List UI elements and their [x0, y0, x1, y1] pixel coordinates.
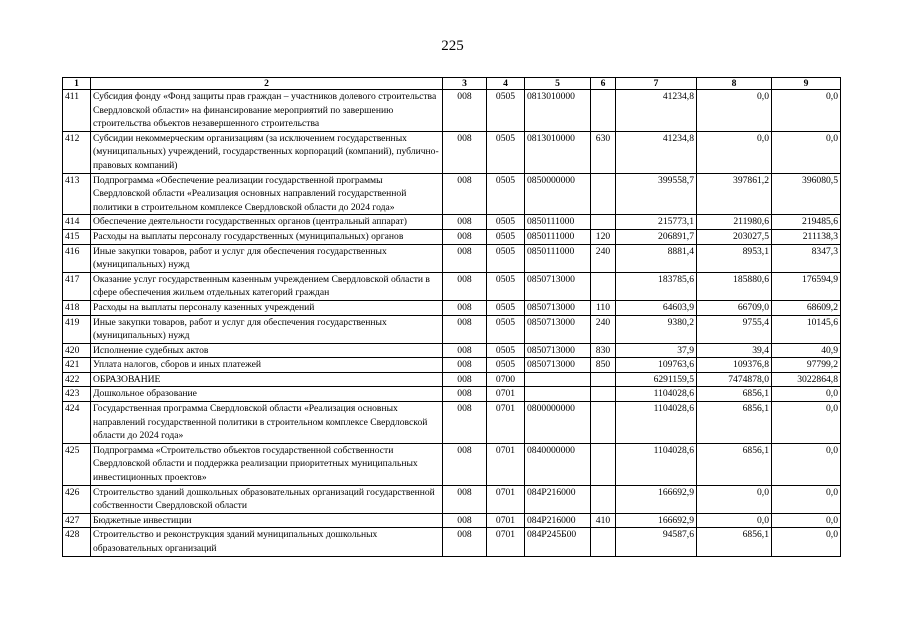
amount-col8: 6856,1	[697, 387, 772, 402]
row-name: Государственная программа Свердловской области «Реализация основных направлений государственной политики в строительном комплексе Свердловской области до 2024 года»	[91, 402, 443, 444]
row-number: 422	[63, 372, 91, 387]
target-article-code: 0850713000	[525, 300, 591, 315]
row-number: 425	[63, 443, 91, 485]
row-number: 420	[63, 343, 91, 358]
table-row	[63, 402, 841, 444]
row-number: 417	[63, 272, 91, 300]
amount-col9: 10145,6	[772, 315, 841, 343]
column-header: 7	[616, 78, 697, 90]
expense-type-code: 120	[591, 229, 616, 244]
amount-col9: 3022864,8	[772, 372, 841, 387]
amount-col8: 39,4	[697, 343, 772, 358]
target-article-code: 0850713000	[525, 272, 591, 300]
column-header: 3	[443, 78, 487, 90]
table-row	[63, 528, 841, 556]
table-row	[63, 215, 841, 230]
amount-col7: 9380,2	[616, 315, 697, 343]
row-name: Строительство и реконструкция зданий муниципальных дошкольных образовательных организаций	[91, 528, 443, 556]
expense-type-code: 410	[591, 513, 616, 528]
target-article-code: 084P216000	[525, 513, 591, 528]
row-number: 421	[63, 358, 91, 373]
table-row	[63, 315, 841, 343]
amount-col9: 176594,9	[772, 272, 841, 300]
section-code: 0701	[487, 402, 525, 444]
amount-col9: 0,0	[772, 90, 841, 132]
amount-col8: 6856,1	[697, 443, 772, 485]
column-header: 4	[487, 78, 525, 90]
section-code: 0700	[487, 372, 525, 387]
column-header: 2	[91, 78, 443, 90]
row-number: 419	[63, 315, 91, 343]
table-row	[63, 131, 841, 173]
amount-col9: 40,9	[772, 343, 841, 358]
expense-type-code: 240	[591, 244, 616, 272]
table-row	[63, 443, 841, 485]
section-code: 0505	[487, 244, 525, 272]
target-article-code: 0813010000	[525, 90, 591, 132]
ministry-code: 008	[443, 315, 487, 343]
amount-col7: 206891,7	[616, 229, 697, 244]
target-article-code: 0850111000	[525, 229, 591, 244]
table-row	[63, 244, 841, 272]
expense-type-code: 240	[591, 315, 616, 343]
target-article-code: 0850000000	[525, 173, 591, 215]
amount-col8: 6856,1	[697, 402, 772, 444]
ministry-code: 008	[443, 272, 487, 300]
expense-type-code	[591, 272, 616, 300]
page-number: 225	[441, 38, 464, 54]
ministry-code: 008	[443, 244, 487, 272]
amount-col8: 185880,6	[697, 272, 772, 300]
amount-col7: 166692,9	[616, 485, 697, 513]
row-number: 414	[63, 215, 91, 230]
amount-col7: 166692,9	[616, 513, 697, 528]
row-number: 424	[63, 402, 91, 444]
row-name: Иные закупки товаров, работ и услуг для обеспечения государственных (муниципальных) нужд	[91, 315, 443, 343]
target-article-code: 0850713000	[525, 358, 591, 373]
section-code: 0701	[487, 485, 525, 513]
column-header: 9	[772, 78, 841, 90]
ministry-code: 008	[443, 358, 487, 373]
amount-col9: 68609,2	[772, 300, 841, 315]
ministry-code: 008	[443, 402, 487, 444]
target-article-code: 0813010000	[525, 131, 591, 173]
budget-table	[62, 77, 841, 557]
table-row	[63, 90, 841, 132]
amount-col8: 0,0	[697, 485, 772, 513]
amount-col7: 399558,7	[616, 173, 697, 215]
amount-col9: 211138,3	[772, 229, 841, 244]
table-row	[63, 229, 841, 244]
table-header-row	[63, 78, 841, 90]
amount-col7: 41234,8	[616, 90, 697, 132]
target-article-code: 0800000000	[525, 402, 591, 444]
expense-type-code	[591, 485, 616, 513]
amount-col8: 8953,1	[697, 244, 772, 272]
row-name: Расходы на выплаты персоналу казенных учреждений	[91, 300, 443, 315]
amount-col8: 7474878,0	[697, 372, 772, 387]
section-code: 0505	[487, 272, 525, 300]
section-code: 0505	[487, 131, 525, 173]
expense-type-code	[591, 90, 616, 132]
amount-col7: 8881,4	[616, 244, 697, 272]
amount-col7: 1104028,6	[616, 402, 697, 444]
row-number: 426	[63, 485, 91, 513]
target-article-code	[525, 372, 591, 387]
ministry-code: 008	[443, 528, 487, 556]
row-name: Расходы на выплаты персоналу государственных (муниципальных) органов	[91, 229, 443, 244]
table-row	[63, 173, 841, 215]
amount-col9: 0,0	[772, 528, 841, 556]
ministry-code: 008	[443, 131, 487, 173]
amount-col7: 183785,6	[616, 272, 697, 300]
row-name: Иные закупки товаров, работ и услуг для обеспечения государственных (муниципальных) нужд	[91, 244, 443, 272]
target-article-code: 0850713000	[525, 343, 591, 358]
amount-col7: 109763,6	[616, 358, 697, 373]
row-name: Дошкольное образование	[91, 387, 443, 402]
amount-col7: 1104028,6	[616, 387, 697, 402]
column-header: 5	[525, 78, 591, 90]
ministry-code: 008	[443, 300, 487, 315]
expense-type-code: 110	[591, 300, 616, 315]
row-name: Подпрограмма «Обеспечение реализации государственной программы Свердловской области «Реализация основных направлений государственной политики в строительном комплексе Свердловской области до 2024 года»	[91, 173, 443, 215]
row-name: ОБРАЗОВАНИЕ	[91, 372, 443, 387]
amount-col9: 219485,6	[772, 215, 841, 230]
column-header: 8	[697, 78, 772, 90]
table-row	[63, 372, 841, 387]
row-number: 416	[63, 244, 91, 272]
target-article-code: 0850111000	[525, 215, 591, 230]
target-article-code: 084P216000	[525, 485, 591, 513]
section-code: 0505	[487, 229, 525, 244]
expense-type-code	[591, 402, 616, 444]
ministry-code: 008	[443, 173, 487, 215]
amount-col8: 66709,0	[697, 300, 772, 315]
section-code: 0505	[487, 315, 525, 343]
table-row	[63, 387, 841, 402]
amount-col7: 94587,6	[616, 528, 697, 556]
amount-col9: 0,0	[772, 513, 841, 528]
section-code: 0505	[487, 343, 525, 358]
section-code: 0505	[487, 358, 525, 373]
row-name: Бюджетные инвестиции	[91, 513, 443, 528]
row-number: 412	[63, 131, 91, 173]
table-row	[63, 343, 841, 358]
amount-col7: 64603,9	[616, 300, 697, 315]
table-row	[63, 485, 841, 513]
section-code: 0701	[487, 513, 525, 528]
row-name: Оказание услуг государственным казенным учреждением Свердловской области в сфере обеспечения жильем отдельных категорий граждан	[91, 272, 443, 300]
ministry-code: 008	[443, 372, 487, 387]
table-row	[63, 358, 841, 373]
amount-col7: 1104028,6	[616, 443, 697, 485]
amount-col8: 0,0	[697, 90, 772, 132]
section-code: 0505	[487, 90, 525, 132]
amount-col8: 0,0	[697, 513, 772, 528]
row-number: 415	[63, 229, 91, 244]
amount-col9: 0,0	[772, 402, 841, 444]
target-article-code: 084P245Б00	[525, 528, 591, 556]
amount-col8: 397861,2	[697, 173, 772, 215]
ministry-code: 008	[443, 387, 487, 402]
expense-type-code: 630	[591, 131, 616, 173]
amount-col9: 0,0	[772, 443, 841, 485]
target-article-code: 0850111000	[525, 244, 591, 272]
expense-type-code	[591, 387, 616, 402]
amount-col7: 215773,1	[616, 215, 697, 230]
section-code: 0505	[487, 215, 525, 230]
amount-col7: 37,9	[616, 343, 697, 358]
column-header: 6	[591, 78, 616, 90]
table-row	[63, 300, 841, 315]
ministry-code: 008	[443, 443, 487, 485]
row-name: Исполнение судебных актов	[91, 343, 443, 358]
amount-col8: 9755,4	[697, 315, 772, 343]
table-row	[63, 272, 841, 300]
amount-col9: 0,0	[772, 485, 841, 513]
expense-type-code	[591, 372, 616, 387]
ministry-code: 008	[443, 229, 487, 244]
amount-col9: 0,0	[772, 131, 841, 173]
row-name: Подпрограмма «Строительство объектов государственной собственности Свердловской области и поддержка реализации приоритетных муниципальных инвестиционных проектов»	[91, 443, 443, 485]
section-code: 0505	[487, 173, 525, 215]
amount-col7: 6291159,5	[616, 372, 697, 387]
expense-type-code	[591, 215, 616, 230]
ministry-code: 008	[443, 485, 487, 513]
ministry-code: 008	[443, 215, 487, 230]
target-article-code	[525, 387, 591, 402]
row-number: 413	[63, 173, 91, 215]
row-name: Обеспечение деятельности государственных органов (центральный аппарат)	[91, 215, 443, 230]
expense-type-code	[591, 528, 616, 556]
table-row	[63, 513, 841, 528]
expense-type-code: 850	[591, 358, 616, 373]
expense-type-code	[591, 173, 616, 215]
target-article-code: 0840000000	[525, 443, 591, 485]
amount-col8: 203027,5	[697, 229, 772, 244]
row-name: Строительство зданий дошкольных образовательных организаций государственной собственности Свердловской области	[91, 485, 443, 513]
ministry-code: 008	[443, 343, 487, 358]
target-article-code: 0850713000	[525, 315, 591, 343]
row-number: 423	[63, 387, 91, 402]
amount-col8: 0,0	[697, 131, 772, 173]
section-code: 0701	[487, 443, 525, 485]
amount-col8: 109376,8	[697, 358, 772, 373]
ministry-code: 008	[443, 513, 487, 528]
amount-col9: 8347,3	[772, 244, 841, 272]
expense-type-code: 830	[591, 343, 616, 358]
row-name: Субсидия фонду «Фонд защиты прав граждан – участников долевого строительства Свердловской области» на финансирование мероприятий по завершению строительства объектов незавершенного строительства	[91, 90, 443, 132]
section-code: 0505	[487, 300, 525, 315]
section-code: 0701	[487, 528, 525, 556]
row-name: Субсидии некоммерческим организациям (за исключением государственных (муниципальных) учреждений, государственных корпораций (компаний), публично-правовых компаний)	[91, 131, 443, 173]
amount-col8: 6856,1	[697, 528, 772, 556]
row-number: 411	[63, 90, 91, 132]
expense-type-code	[591, 443, 616, 485]
section-code: 0701	[487, 387, 525, 402]
row-number: 418	[63, 300, 91, 315]
amount-col7: 41234,8	[616, 131, 697, 173]
amount-col9: 0,0	[772, 387, 841, 402]
amount-col8: 211980,6	[697, 215, 772, 230]
row-name: Уплата налогов, сборов и иных платежей	[91, 358, 443, 373]
row-number: 427	[63, 513, 91, 528]
ministry-code: 008	[443, 90, 487, 132]
column-header: 1	[63, 78, 91, 90]
row-number: 428	[63, 528, 91, 556]
amount-col9: 97799,2	[772, 358, 841, 373]
amount-col9: 396080,5	[772, 173, 841, 215]
